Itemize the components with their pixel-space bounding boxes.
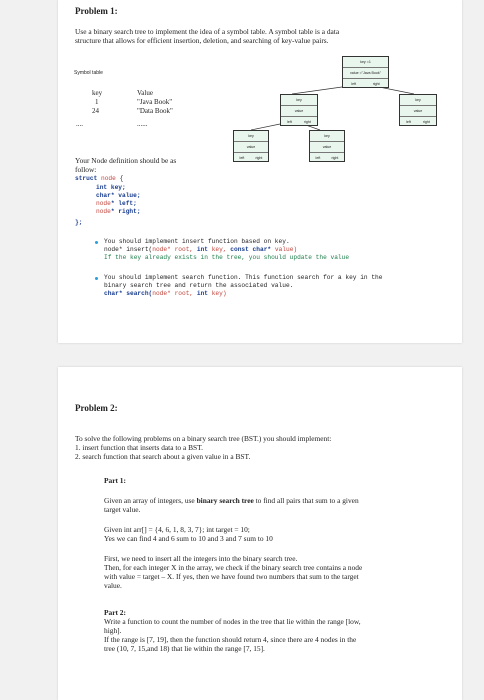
part-1-text-bold: binary search tree — [196, 496, 254, 505]
node-right-field: right — [422, 119, 430, 124]
search-sig-node-type: node* — [152, 290, 171, 297]
table-row-2-key: 24 — [92, 107, 99, 115]
root-right-field: right — [372, 81, 380, 86]
code-field-left — [96, 200, 137, 208]
code-struct-line — [75, 175, 123, 183]
problem-2-intro: To solve the following problems on a binary search tree (BST.) you should implement: — [75, 434, 332, 443]
node-left-field: left — [287, 119, 292, 124]
root-left-field: left — [351, 81, 357, 86]
table-key-ellipsis: .... — [76, 120, 83, 128]
part-2-line-3: If the range is [7, 19], then the function should return 4, since there are 4 nodes in the — [104, 635, 357, 644]
part-1-para-1-line-2: target value. — [104, 505, 141, 514]
problem-2-title: Problem 2: — [75, 403, 118, 413]
code-type-node: node — [96, 208, 111, 215]
node-def-line-2: follow: — [75, 165, 97, 174]
code-field-right — [96, 208, 141, 216]
bullet-1-line-3: If the key already exists in the tree, you should update the value — [104, 254, 350, 261]
part-1-para-2-line-3: with value = target – X. If yes, then we have found two numbers that sum to the target — [104, 572, 359, 581]
part-2-line-1: Write a function to count the number of nodes in the tree that lie within the range [low, — [104, 617, 361, 626]
part-1-para-2-line-2: Then, for each integer X in the array, we check if the binary search tree contains a node — [104, 563, 363, 572]
code-field-value-name: * value; — [110, 192, 141, 199]
part-1-text-a: Given an array of integers, use — [104, 496, 197, 505]
code-brace-close: }; — [75, 219, 83, 226]
problem-1-title: Problem 1: — [75, 6, 118, 16]
symbol-table-caption: Symbol table — [74, 70, 103, 76]
bullet-2-signature — [104, 290, 227, 298]
problem-1-page — [58, 0, 462, 343]
node-key-field: key — [281, 95, 317, 106]
node-value-field: value — [281, 106, 317, 117]
node-left-field: left — [406, 119, 411, 124]
node-key-field: key — [234, 131, 268, 142]
table-row-2-value: "Data Book" — [137, 107, 173, 115]
root-value-field: value ="Java Book" — [343, 68, 388, 79]
insert-sig-node-type: node* — [152, 246, 171, 253]
insert-sig-const-char: const char* — [230, 246, 272, 253]
table-header-key: key — [92, 89, 103, 97]
insert-sig-name: node* insert( — [104, 246, 153, 253]
part-1-para-1-line-1 — [104, 496, 359, 505]
code-field-key: int key; — [96, 184, 126, 191]
search-sig-int-type: int — [196, 290, 208, 297]
part-1-given: Given int arr[] = {4, 6, 1, 8, 3, 7}; int target = 10; — [104, 525, 250, 534]
problem-2-item-1: 1. insert function that inserts data to a BST. — [75, 443, 203, 452]
table-value-ellipsis: ...... — [137, 120, 148, 128]
part-2-title: Part 2: — [104, 608, 126, 617]
problem-2-item-2: 2. search function that search about a given value in a BST. — [75, 452, 251, 461]
code-field-value — [96, 192, 141, 200]
bullet-2-line-1: You should implement search function. This function search for a key in the — [104, 274, 383, 281]
table-header-value: Value — [137, 89, 153, 97]
insert-sig-int-type: int — [196, 246, 208, 253]
node-right-field: right — [303, 119, 311, 124]
root-key-field: key =1 — [343, 57, 388, 68]
node-left-field: left — [239, 155, 245, 160]
node-key-field: key — [310, 131, 344, 142]
node-value-field: value — [310, 142, 344, 153]
bullet-1-line-1: You should implement insert function based on key. — [104, 238, 290, 245]
bullet-icon — [95, 277, 98, 280]
part-1-yes: Yes we can find 4 and 6 sum to 10 and 3 and 7 sum to 10 — [104, 534, 273, 543]
code-type-char: char — [96, 192, 111, 199]
node-value-field: value — [234, 142, 268, 153]
part-2-line-2: high]. — [104, 626, 122, 635]
problem-2-page — [58, 367, 462, 700]
code-struct-name: node — [101, 175, 116, 182]
bst-left-right-node — [309, 130, 345, 162]
part-1-para-2-line-1: First, we need to insert all the integers into the binary search tree. — [104, 554, 298, 563]
part-1-title: Part 1: — [104, 476, 126, 485]
problem-1-intro-line-1: Use a binary search tree to implement the idea of a symbol table. A symbol table is a data — [75, 27, 340, 36]
part-1-para-2-line-4: value. — [104, 581, 122, 590]
code-brace-open: { — [119, 175, 124, 182]
bst-left-left-node — [233, 130, 269, 162]
insert-sig-key: key, — [208, 246, 231, 253]
bullet-1-signature — [104, 246, 297, 254]
problem-1-intro-line-2: structure that allows for efficient insertion, deletion, and searching of key-value pairs. — [75, 36, 329, 45]
bullet-icon — [95, 241, 98, 244]
insert-sig-root: root, — [170, 246, 197, 253]
node-def-line-1: Your Node definition should be as — [75, 156, 177, 165]
code-type-node: node — [96, 200, 111, 207]
part-1-text-c: to find all pairs that sum to a given — [253, 496, 359, 505]
bst-right-child-node — [399, 94, 437, 126]
node-right-field: right — [255, 155, 263, 160]
code-struct-keyword: struct — [75, 175, 98, 182]
search-sig-key: key) — [208, 290, 227, 297]
node-right-field: right — [331, 155, 339, 160]
insert-sig-value: value) — [271, 246, 298, 253]
search-sig-name: char* search( — [104, 290, 153, 297]
node-value-field: value — [400, 106, 436, 117]
bst-left-child-node — [280, 94, 318, 126]
part-2-line-4: tree (10, 7, 15,and 18) that lie within the range [7, 15]. — [104, 644, 265, 653]
table-row-1-key: 1 — [95, 98, 99, 106]
bst-root-node — [342, 56, 389, 88]
search-sig-root: root, — [170, 290, 197, 297]
code-field-right-name: * right; — [110, 208, 141, 215]
table-row-1-value: "Java Book" — [137, 98, 173, 106]
code-field-left-name: * left; — [110, 200, 137, 207]
node-key-field: key — [400, 95, 436, 106]
node-left-field: left — [315, 155, 321, 160]
bullet-2-line-2: binary search tree and return the associated value. — [104, 282, 294, 289]
